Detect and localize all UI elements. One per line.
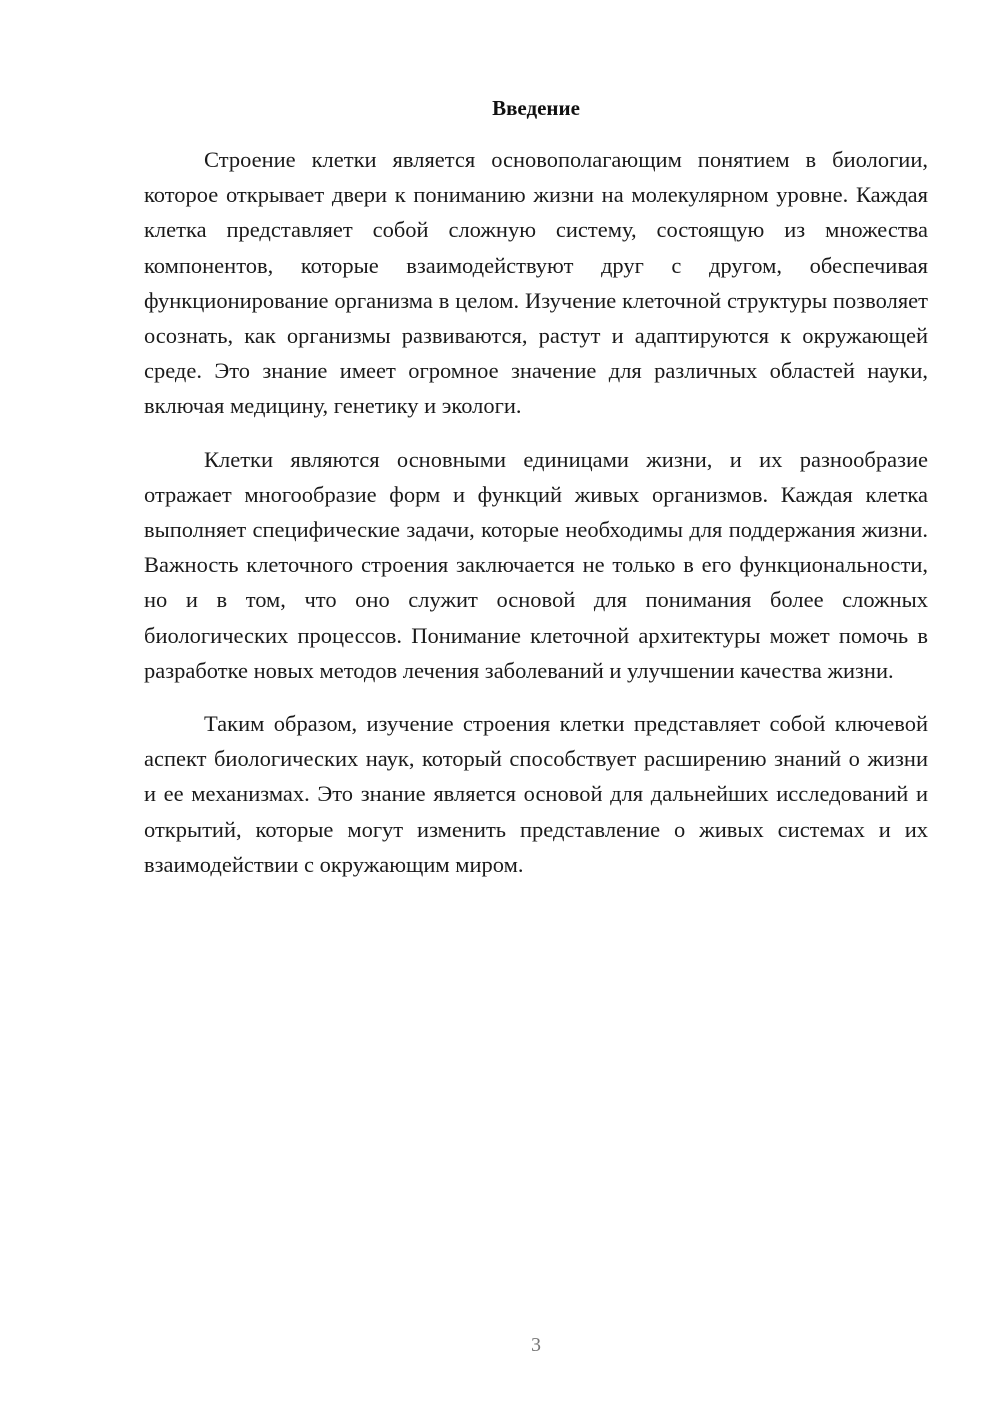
paragraph-1: Строение клетки является основополагающим понятием в биологии, которое открывает двери к пониманию жизни на молекулярном уровне. Каждая клетка представляет собой сложную систему, состоящую из множества компонентов, которые взаимодействуют друг с другом, обеспечивая функционирование организма в целом. Изучение клеточной структуры позволяет осознать, как организмы развиваются, растут и адаптируются к окружающей среде. Это знание имеет огромное значение для различных областей науки, включая медицину, генетику и экологи. — [144, 147, 928, 419]
page-number: 3 — [531, 1334, 541, 1356]
paragraph-3: Таким образом, изучение строения клетки представляет собой ключевой аспект биологических наук, который способствует расширению знаний о жизни и ее механизмах. Это знание является основой для дальнейших исследований и открытий, которые могут изменить представление о живых системах и их взаимодействии с окружающим миром. — [144, 711, 928, 877]
paragraph-2: Клетки являются основными единицами жизни, и их разнообразие отражает многообразие форм и функций живых организмов. Каждая клетка выполняет специфические задачи, которые необходимы для поддержания жизни. Важность клеточного строения заключается не только в его функциональности, но и в том, что оно служит основой для понимания более сложных биологических процессов. Понимание клеточной архитектуры может помочь в разработке новых методов лечения заболеваний и улучшении качества жизни. — [144, 446, 928, 683]
body-text — [144, 142, 928, 882]
section-title: Введение — [492, 96, 580, 120]
